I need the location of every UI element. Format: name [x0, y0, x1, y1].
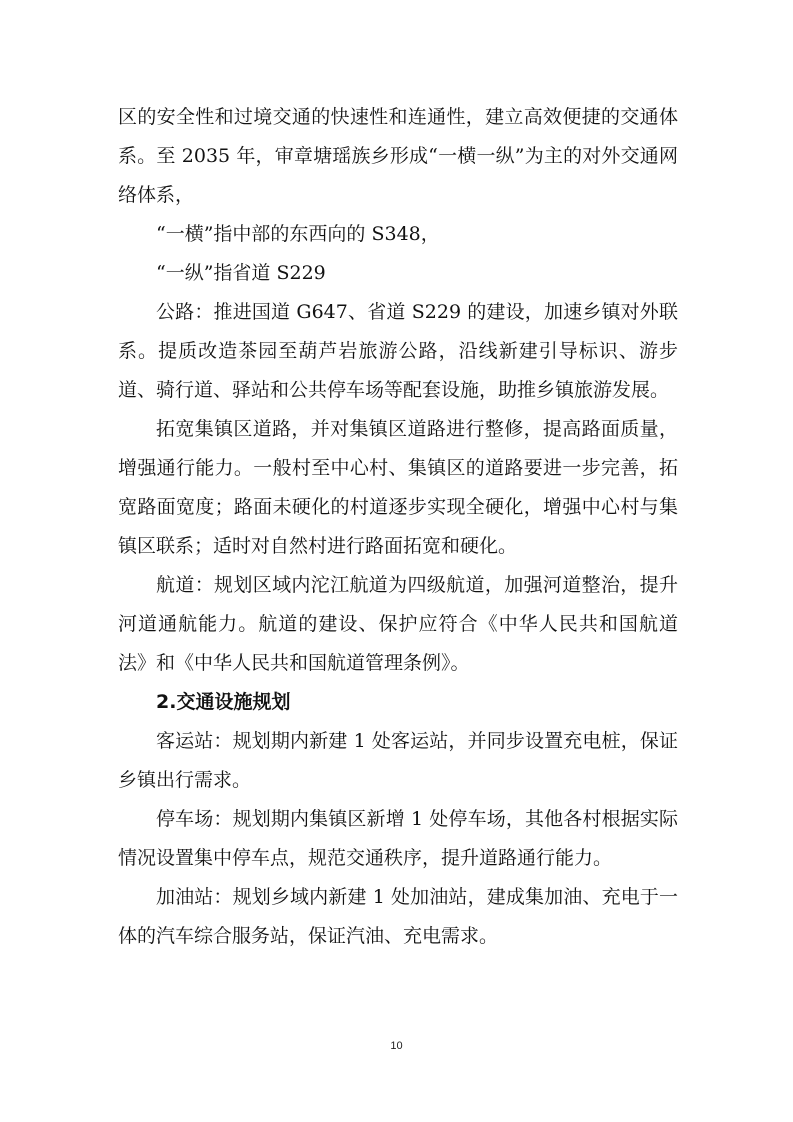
page-number: 10: [390, 1040, 403, 1052]
paragraph-gas-station: 加油站：规划乡域内新建 1 处加油站，建成集加油、充电于一体的汽车综合服务站，保证汽油、充电需求。: [118, 886, 678, 947]
paragraph-bus-station: 客运站：规划期内新建 1 处客运站，并同步设置充电桩，保证乡镇出行需求。: [118, 730, 678, 791]
paragraph-vertical-road: “一纵”指省道 S229: [156, 262, 326, 284]
paragraph-horizontal-road: “一横”指中部的东西向的 S348，: [156, 223, 440, 245]
paragraph-town-roads: 拓宽集镇区道路，并对集镇区道路进行整修，提高路面质量，增强通行能力。一般村至中心村、集镇区的道路要进一步完善，拓宽路面宽度；路面未硬化的村道逐步实现全硬化，增强中心村与集镇区联系；适时对自然村进行路面拓宽和硬化。: [118, 418, 678, 557]
paragraph-waterway: 航道：规划区域内沱江航道为四级航道，加强河道整治，提升河道通航能力。航道的建设、保护应符合《中华人民共和国航道法》和《中华人民共和国航道管理条例》。: [118, 574, 678, 674]
paragraph-highway: 公路：推进国道 G647、省道 S229 的建设，加速乡镇对外联系。提质改造茶园至葫芦岩旅游公路，沿线新建引导标识、游步道、骑行道、驿站和公共停车场等配套设施，助推乡镇旅游发展。: [118, 301, 678, 401]
section-heading: 2.交通设施规划: [156, 691, 291, 713]
paragraph-continuation: 区的安全性和过境交通的快速性和连通性，建立高效便捷的交通体系。至 2035 年，审章塘瑶族乡形成“一横一纵”为主的对外交通网络体系，: [118, 106, 678, 206]
paragraph-parking: 停车场：规划期内集镇区新增 1 处停车场，其他各村根据实际情况设置集中停车点，规范交通秩序，提升道路通行能力。: [118, 808, 678, 869]
document-body: [118, 98, 678, 956]
